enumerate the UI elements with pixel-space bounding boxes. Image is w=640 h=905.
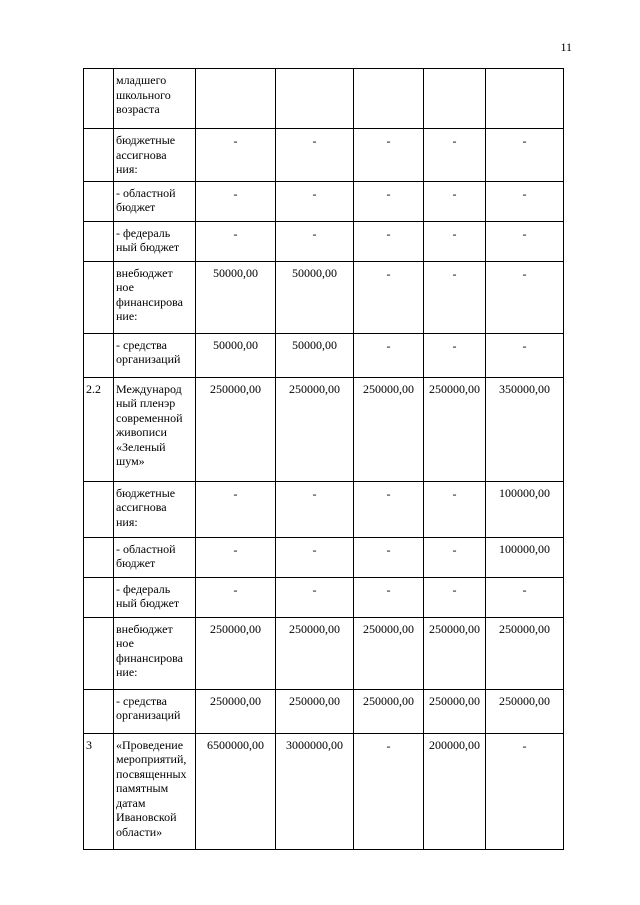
value-cell-year-5: 100000,00 <box>486 537 564 577</box>
value-cell-year-5: 250000,00 <box>486 617 564 689</box>
row-number-cell <box>84 689 114 733</box>
value-cell-year-2: 50000,00 <box>276 261 354 333</box>
value-cell-year-4 <box>424 69 486 129</box>
value-cell-year-2: 3000000,00 <box>276 733 354 849</box>
row-name-cell: - областной бюджет <box>114 181 196 221</box>
value-cell-year-1: 50000,00 <box>196 333 276 377</box>
value-cell-year-5: 250000,00 <box>486 689 564 733</box>
row-name-cell: - областной бюджет <box>114 537 196 577</box>
value-cell-year-3 <box>354 69 424 129</box>
value-cell-year-3: - <box>354 733 424 849</box>
value-cell-year-4: - <box>424 537 486 577</box>
value-cell-year-1: 250000,00 <box>196 617 276 689</box>
value-cell-year-1: - <box>196 481 276 537</box>
value-cell-year-1 <box>196 69 276 129</box>
value-cell-year-4: - <box>424 129 486 182</box>
value-cell-year-5: - <box>486 261 564 333</box>
value-cell-year-3: - <box>354 481 424 537</box>
value-cell-year-3: 250000,00 <box>354 617 424 689</box>
row-number-cell: 3 <box>84 733 114 849</box>
row-number-cell <box>84 221 114 261</box>
value-cell-year-3: - <box>354 333 424 377</box>
table-row <box>84 617 564 689</box>
table-row <box>84 69 564 129</box>
row-name-cell: бюджетные ассигнова ния: <box>114 481 196 537</box>
value-cell-year-2: 250000,00 <box>276 617 354 689</box>
value-cell-year-2: - <box>276 481 354 537</box>
row-name-cell: внебюджет ное финансирова ние: <box>114 261 196 333</box>
value-cell-year-1: - <box>196 537 276 577</box>
table-row <box>84 261 564 333</box>
row-name-cell: - федераль ный бюджет <box>114 577 196 617</box>
value-cell-year-5: 100000,00 <box>486 481 564 537</box>
value-cell-year-2: 50000,00 <box>276 333 354 377</box>
value-cell-year-2: - <box>276 129 354 182</box>
row-number-cell <box>84 129 114 182</box>
table-row <box>84 481 564 537</box>
row-name-cell: - средства организаций <box>114 333 196 377</box>
value-cell-year-2: - <box>276 181 354 221</box>
value-cell-year-5: 350000,00 <box>486 377 564 481</box>
row-number-cell <box>84 333 114 377</box>
value-cell-year-3: - <box>354 537 424 577</box>
value-cell-year-3: - <box>354 181 424 221</box>
value-cell-year-5: - <box>486 181 564 221</box>
value-cell-year-2: - <box>276 221 354 261</box>
value-cell-year-3: - <box>354 577 424 617</box>
value-cell-year-4: 250000,00 <box>424 377 486 481</box>
value-cell-year-1: - <box>196 577 276 617</box>
value-cell-year-5: - <box>486 733 564 849</box>
value-cell-year-3: 250000,00 <box>354 377 424 481</box>
value-cell-year-4: - <box>424 481 486 537</box>
row-number-cell <box>84 181 114 221</box>
row-name-cell: - средства организаций <box>114 689 196 733</box>
value-cell-year-4: - <box>424 577 486 617</box>
table-row <box>84 221 564 261</box>
value-cell-year-4: - <box>424 221 486 261</box>
value-cell-year-1: - <box>196 129 276 182</box>
row-name-cell: младшего школьного возраста <box>114 69 196 129</box>
table-row <box>84 537 564 577</box>
value-cell-year-4: 200000,00 <box>424 733 486 849</box>
value-cell-year-1: - <box>196 221 276 261</box>
value-cell-year-3: - <box>354 261 424 333</box>
value-cell-year-2: - <box>276 537 354 577</box>
row-number-cell <box>84 261 114 333</box>
row-name-cell: бюджетные ассигнова ния: <box>114 129 196 182</box>
table-row <box>84 689 564 733</box>
value-cell-year-3: - <box>354 221 424 261</box>
row-number-cell <box>84 481 114 537</box>
value-cell-year-1: 50000,00 <box>196 261 276 333</box>
row-number-cell <box>84 69 114 129</box>
value-cell-year-2: 250000,00 <box>276 689 354 733</box>
value-cell-year-2: - <box>276 577 354 617</box>
value-cell-year-2 <box>276 69 354 129</box>
value-cell-year-1: - <box>196 181 276 221</box>
row-number-cell: 2.2 <box>84 377 114 481</box>
table-row <box>84 181 564 221</box>
table-row <box>84 577 564 617</box>
value-cell-year-5: - <box>486 333 564 377</box>
page-number: 11 <box>560 40 572 54</box>
value-cell-year-5: - <box>486 577 564 617</box>
table-row <box>84 733 564 849</box>
value-cell-year-3: - <box>354 129 424 182</box>
budget-table <box>83 68 564 850</box>
table-row <box>84 129 564 182</box>
value-cell-year-2: 250000,00 <box>276 377 354 481</box>
budget-table-body <box>84 69 564 850</box>
value-cell-year-1: 6500000,00 <box>196 733 276 849</box>
value-cell-year-1: 250000,00 <box>196 377 276 481</box>
table-row <box>84 377 564 481</box>
row-name-cell: внебюджет ное финансирова ние: <box>114 617 196 689</box>
value-cell-year-4: 250000,00 <box>424 689 486 733</box>
value-cell-year-4: - <box>424 333 486 377</box>
row-name-cell: Международ ный пленэр современной живописи «Зеленый шум» <box>114 377 196 481</box>
row-name-cell: «Проведение мероприятий, посвященных памятным датам Ивановской области» <box>114 733 196 849</box>
row-number-cell <box>84 617 114 689</box>
row-number-cell <box>84 537 114 577</box>
table-row <box>84 333 564 377</box>
row-number-cell <box>84 577 114 617</box>
value-cell-year-5 <box>486 69 564 129</box>
value-cell-year-4: - <box>424 261 486 333</box>
value-cell-year-3: 250000,00 <box>354 689 424 733</box>
value-cell-year-4: - <box>424 181 486 221</box>
value-cell-year-4: 250000,00 <box>424 617 486 689</box>
value-cell-year-5: - <box>486 129 564 182</box>
row-name-cell: - федераль ный бюджет <box>114 221 196 261</box>
value-cell-year-5: - <box>486 221 564 261</box>
value-cell-year-1: 250000,00 <box>196 689 276 733</box>
